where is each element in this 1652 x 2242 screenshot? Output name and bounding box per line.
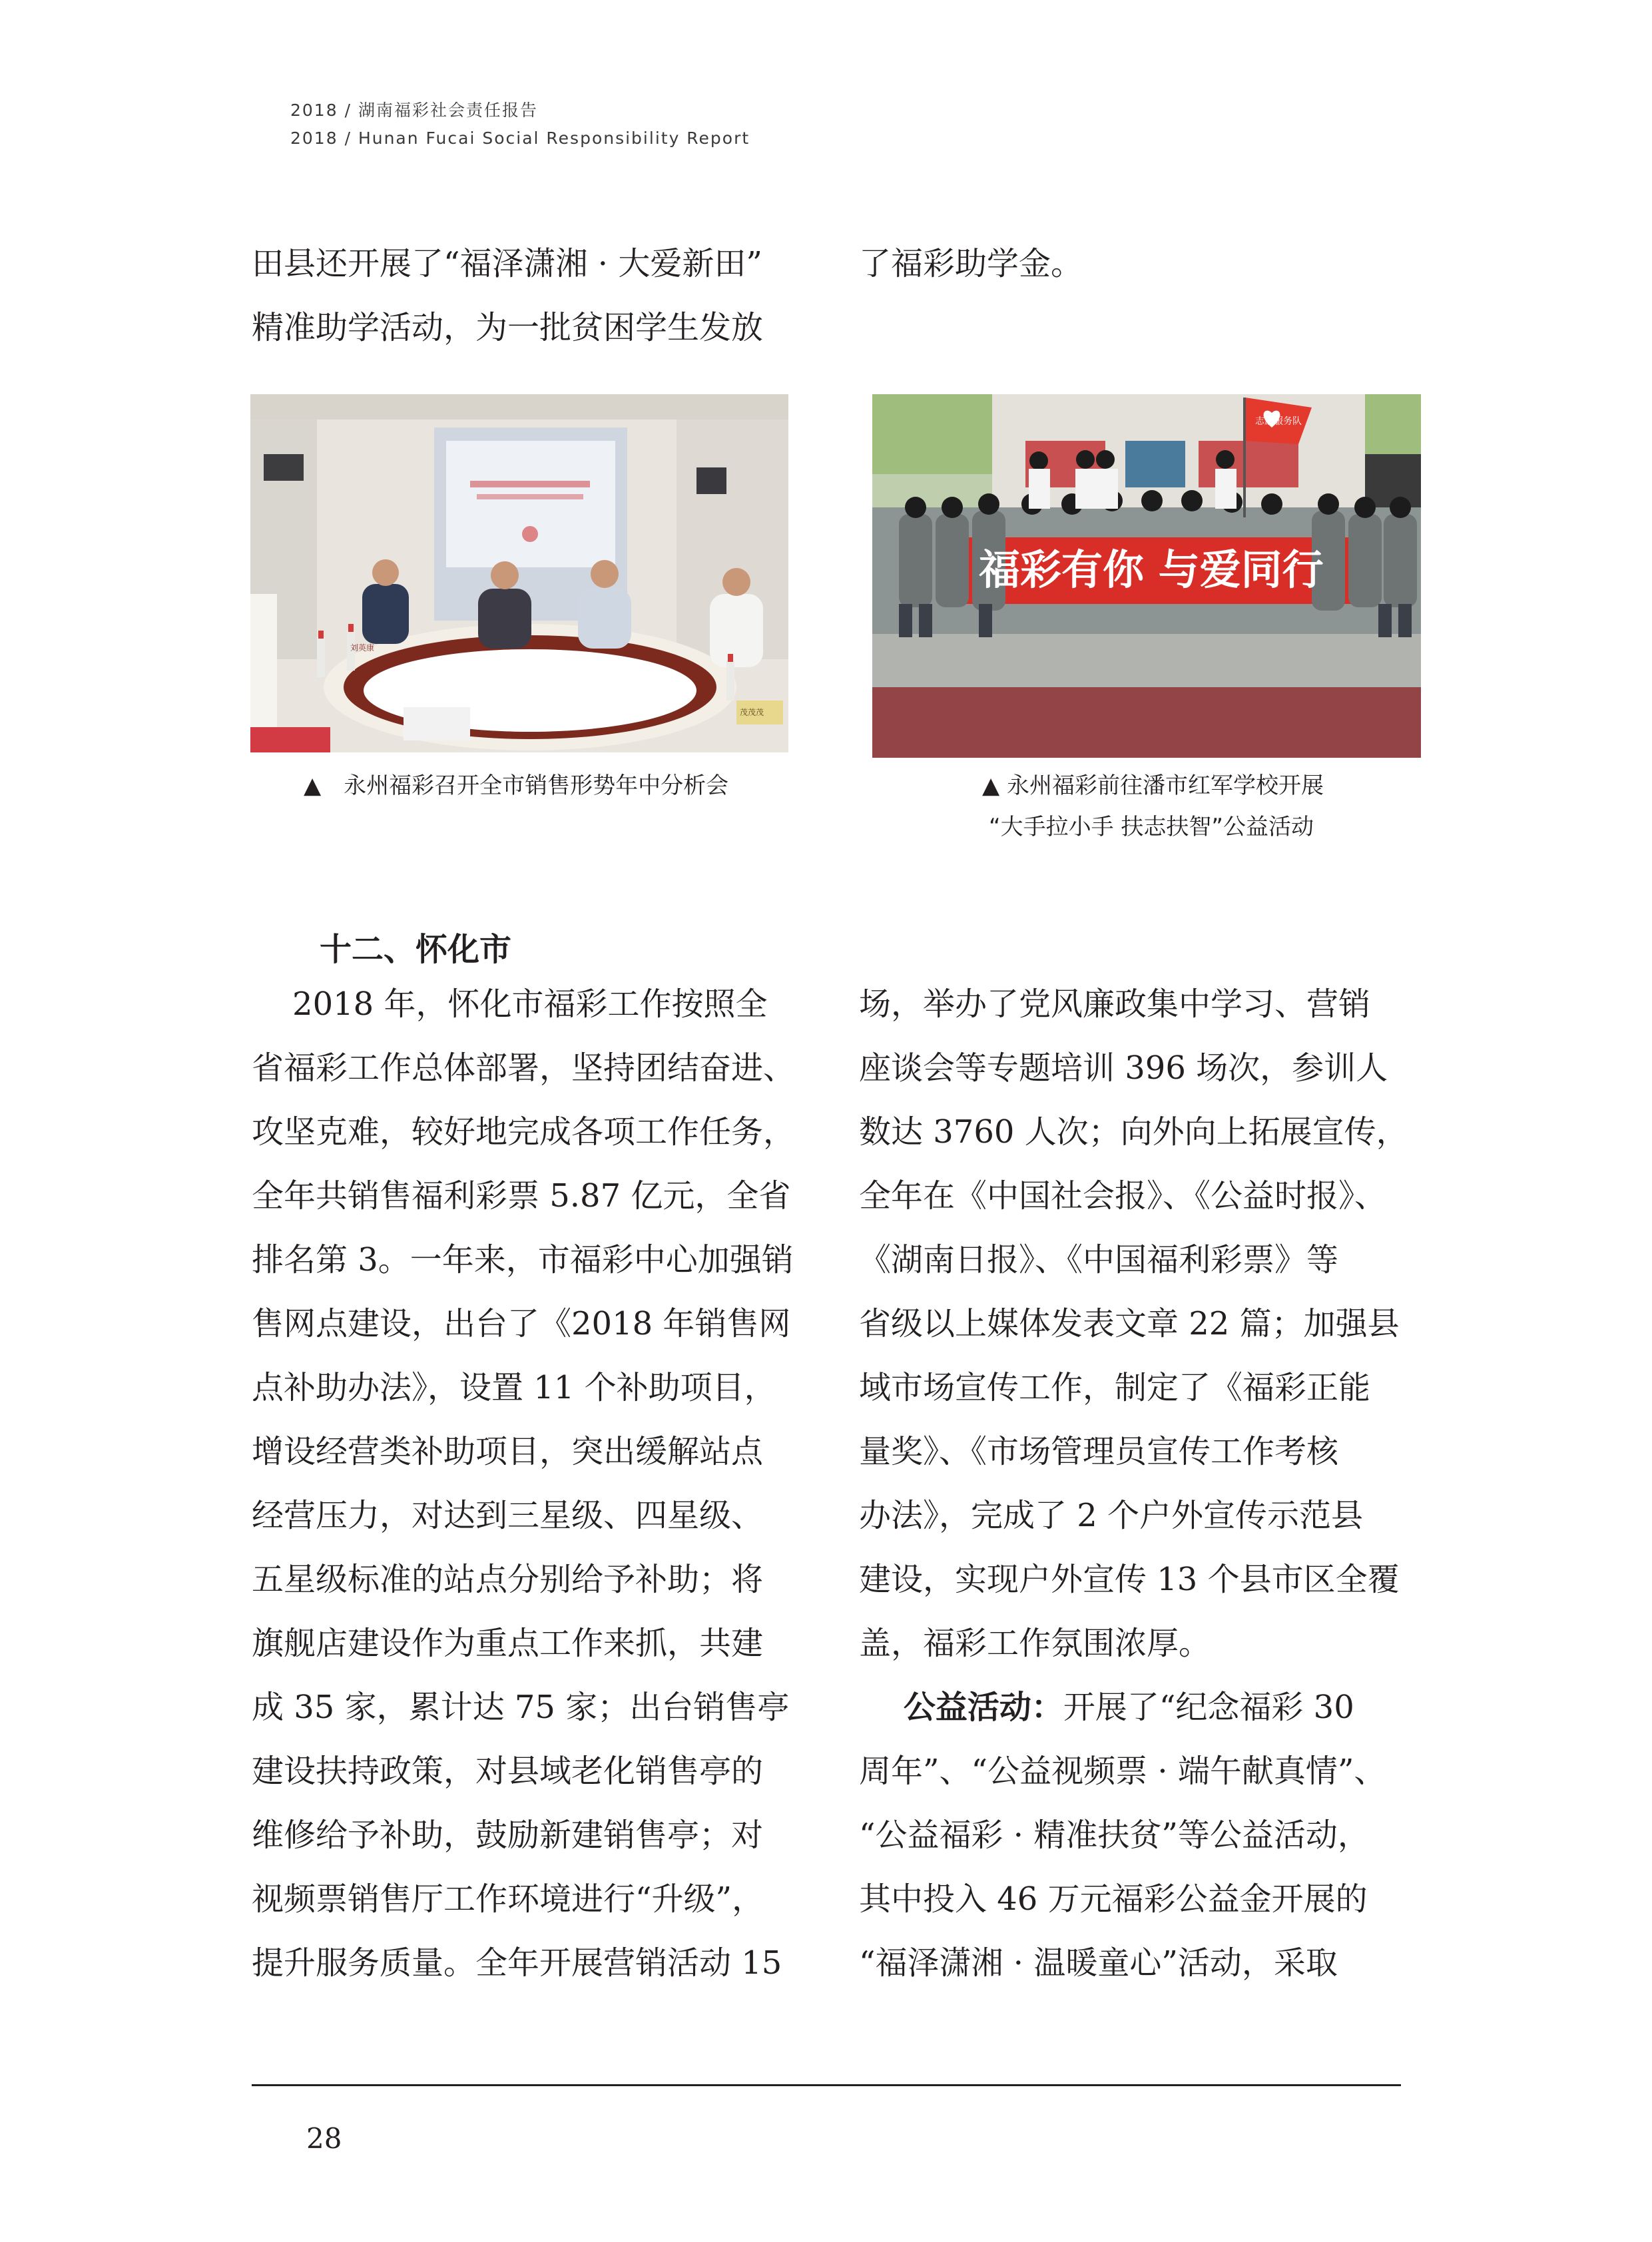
text-line: 《湖南日报》、《中国福利彩票》等 — [859, 1241, 1339, 1278]
text-line: 点补助办法》，设置 11 个补助项目， — [252, 1369, 776, 1406]
text-line: 建设，实现户外宣传 13 个县市区全覆 — [859, 1561, 1400, 1598]
text-line: 数达 3760 人次；向外向上拓展宣传， — [859, 1113, 1408, 1151]
text-line: 省福彩工作总体部署，坚持团结奋进、 — [252, 1049, 796, 1087]
top-text-left — [252, 232, 798, 360]
text-line: 域市场宣传工作，制定了《福彩正能 — [859, 1369, 1371, 1406]
page-number: 28 — [306, 2122, 342, 2155]
text-line: 座谈会等专题培训 396 场次，参训人 — [859, 1049, 1388, 1087]
text-line: 视频票销售厅工作环境进行“升级”， — [252, 1880, 764, 1918]
top-text-right — [859, 232, 1405, 296]
footer-rule — [252, 2084, 1401, 2086]
running-header-chinese: 2018 / 湖南福彩社会责任报告 — [290, 101, 538, 120]
body-right-column — [859, 972, 1408, 1995]
text-line: 田县还开展了“福泽潇湘 · 大爱新田” — [252, 245, 762, 282]
text-line: “福泽潇湘 · 温暖童心”活动，采取 — [859, 1944, 1338, 1982]
name-card-text: 茂茂茂 — [740, 708, 764, 717]
text-line: 经营压力，对达到三星级、四星级、 — [252, 1497, 764, 1534]
photo1-caption: ▲ 永州福彩召开全市销售形势年中分析会 — [304, 772, 729, 799]
text-line: 维修给予补助，鼓励新建销售亭；对 — [252, 1817, 764, 1854]
text-line: 排名第 3。一年来，市福彩中心加强销 — [252, 1241, 794, 1278]
text-line: 周年”、“公益视频票 · 端午献真情”、 — [859, 1753, 1386, 1790]
text-line: 全年在《中国社会报》、《公益时报》、 — [859, 1177, 1387, 1215]
name-card-text: 刘英康 — [350, 643, 375, 653]
text-line: 精准助学活动，为一批贫困学生发放 — [252, 309, 764, 346]
text-span: 开展了“纪念福彩 30 — [1063, 1689, 1354, 1726]
text-line: 攻坚克难，较好地完成各项工作任务， — [252, 1113, 796, 1151]
text-line: 提升服务质量。全年开展营销活动 15 — [252, 1944, 782, 1982]
running-header-english: 2018 / Hunan Fucai Social Responsibility Report — [290, 129, 750, 148]
section-heading: 十二、怀化市 — [320, 931, 512, 968]
text-line: 了福彩助学金。 — [859, 245, 1083, 282]
text-line: 旗舰店建设作为重点工作来抓，共建 — [252, 1625, 764, 1662]
text-line: 售网点建设，出台了《2018 年销售网 — [252, 1305, 791, 1342]
text-line: 办法》，完成了 2 个户外宣传示范县 — [859, 1497, 1364, 1534]
text-line: 其中投入 46 万元福彩公益金开展的 — [859, 1880, 1368, 1918]
text-line: 省级以上媒体发表文章 22 篇；加强县 — [859, 1305, 1400, 1342]
text-line: 盖，福彩工作氛围浓厚。 — [859, 1625, 1211, 1662]
photo2-caption-line2: “大手拉小手 扶志扶智”公益活动 — [989, 814, 1314, 840]
meeting-photo-image — [250, 394, 788, 752]
text-line: 五星级标准的站点分别给予补助；将 — [252, 1561, 764, 1598]
text-line: 2018 年，怀化市福彩工作按照全 — [252, 985, 768, 1023]
flag-text: 志愿服务队 — [1255, 416, 1302, 427]
text-line: 全年共销售福利彩票 5.87 亿元，全省 — [252, 1177, 791, 1215]
banner-text: 福彩有你 与爱同行 — [979, 545, 1324, 594]
text-line-with-label — [859, 1675, 1405, 1739]
body-left-column — [252, 972, 798, 1995]
text-line: 建设扶持政策，对县域老化销售亭的 — [252, 1753, 764, 1790]
meeting-photo — [250, 394, 788, 752]
text-line: 场，举办了党风廉政集中学习、营销 — [859, 985, 1371, 1023]
text-line: 量奖》、《市场管理员宣传工作考核 — [859, 1433, 1339, 1470]
group-photo — [872, 394, 1421, 758]
public-welfare-label: 公益活动： — [859, 1689, 1063, 1726]
photo2-caption-line1: ▲ 永州福彩前往潘市红军学校开展 — [982, 772, 1324, 799]
text-line: 增设经营类补助项目，突出缓解站点 — [252, 1433, 764, 1470]
text-line: 成 35 家，累计达 75 家；出台销售亭 — [252, 1689, 790, 1726]
text-line: “公益福彩 · 精准扶贫”等公益活动， — [859, 1817, 1370, 1854]
group-photo-image — [872, 394, 1421, 758]
